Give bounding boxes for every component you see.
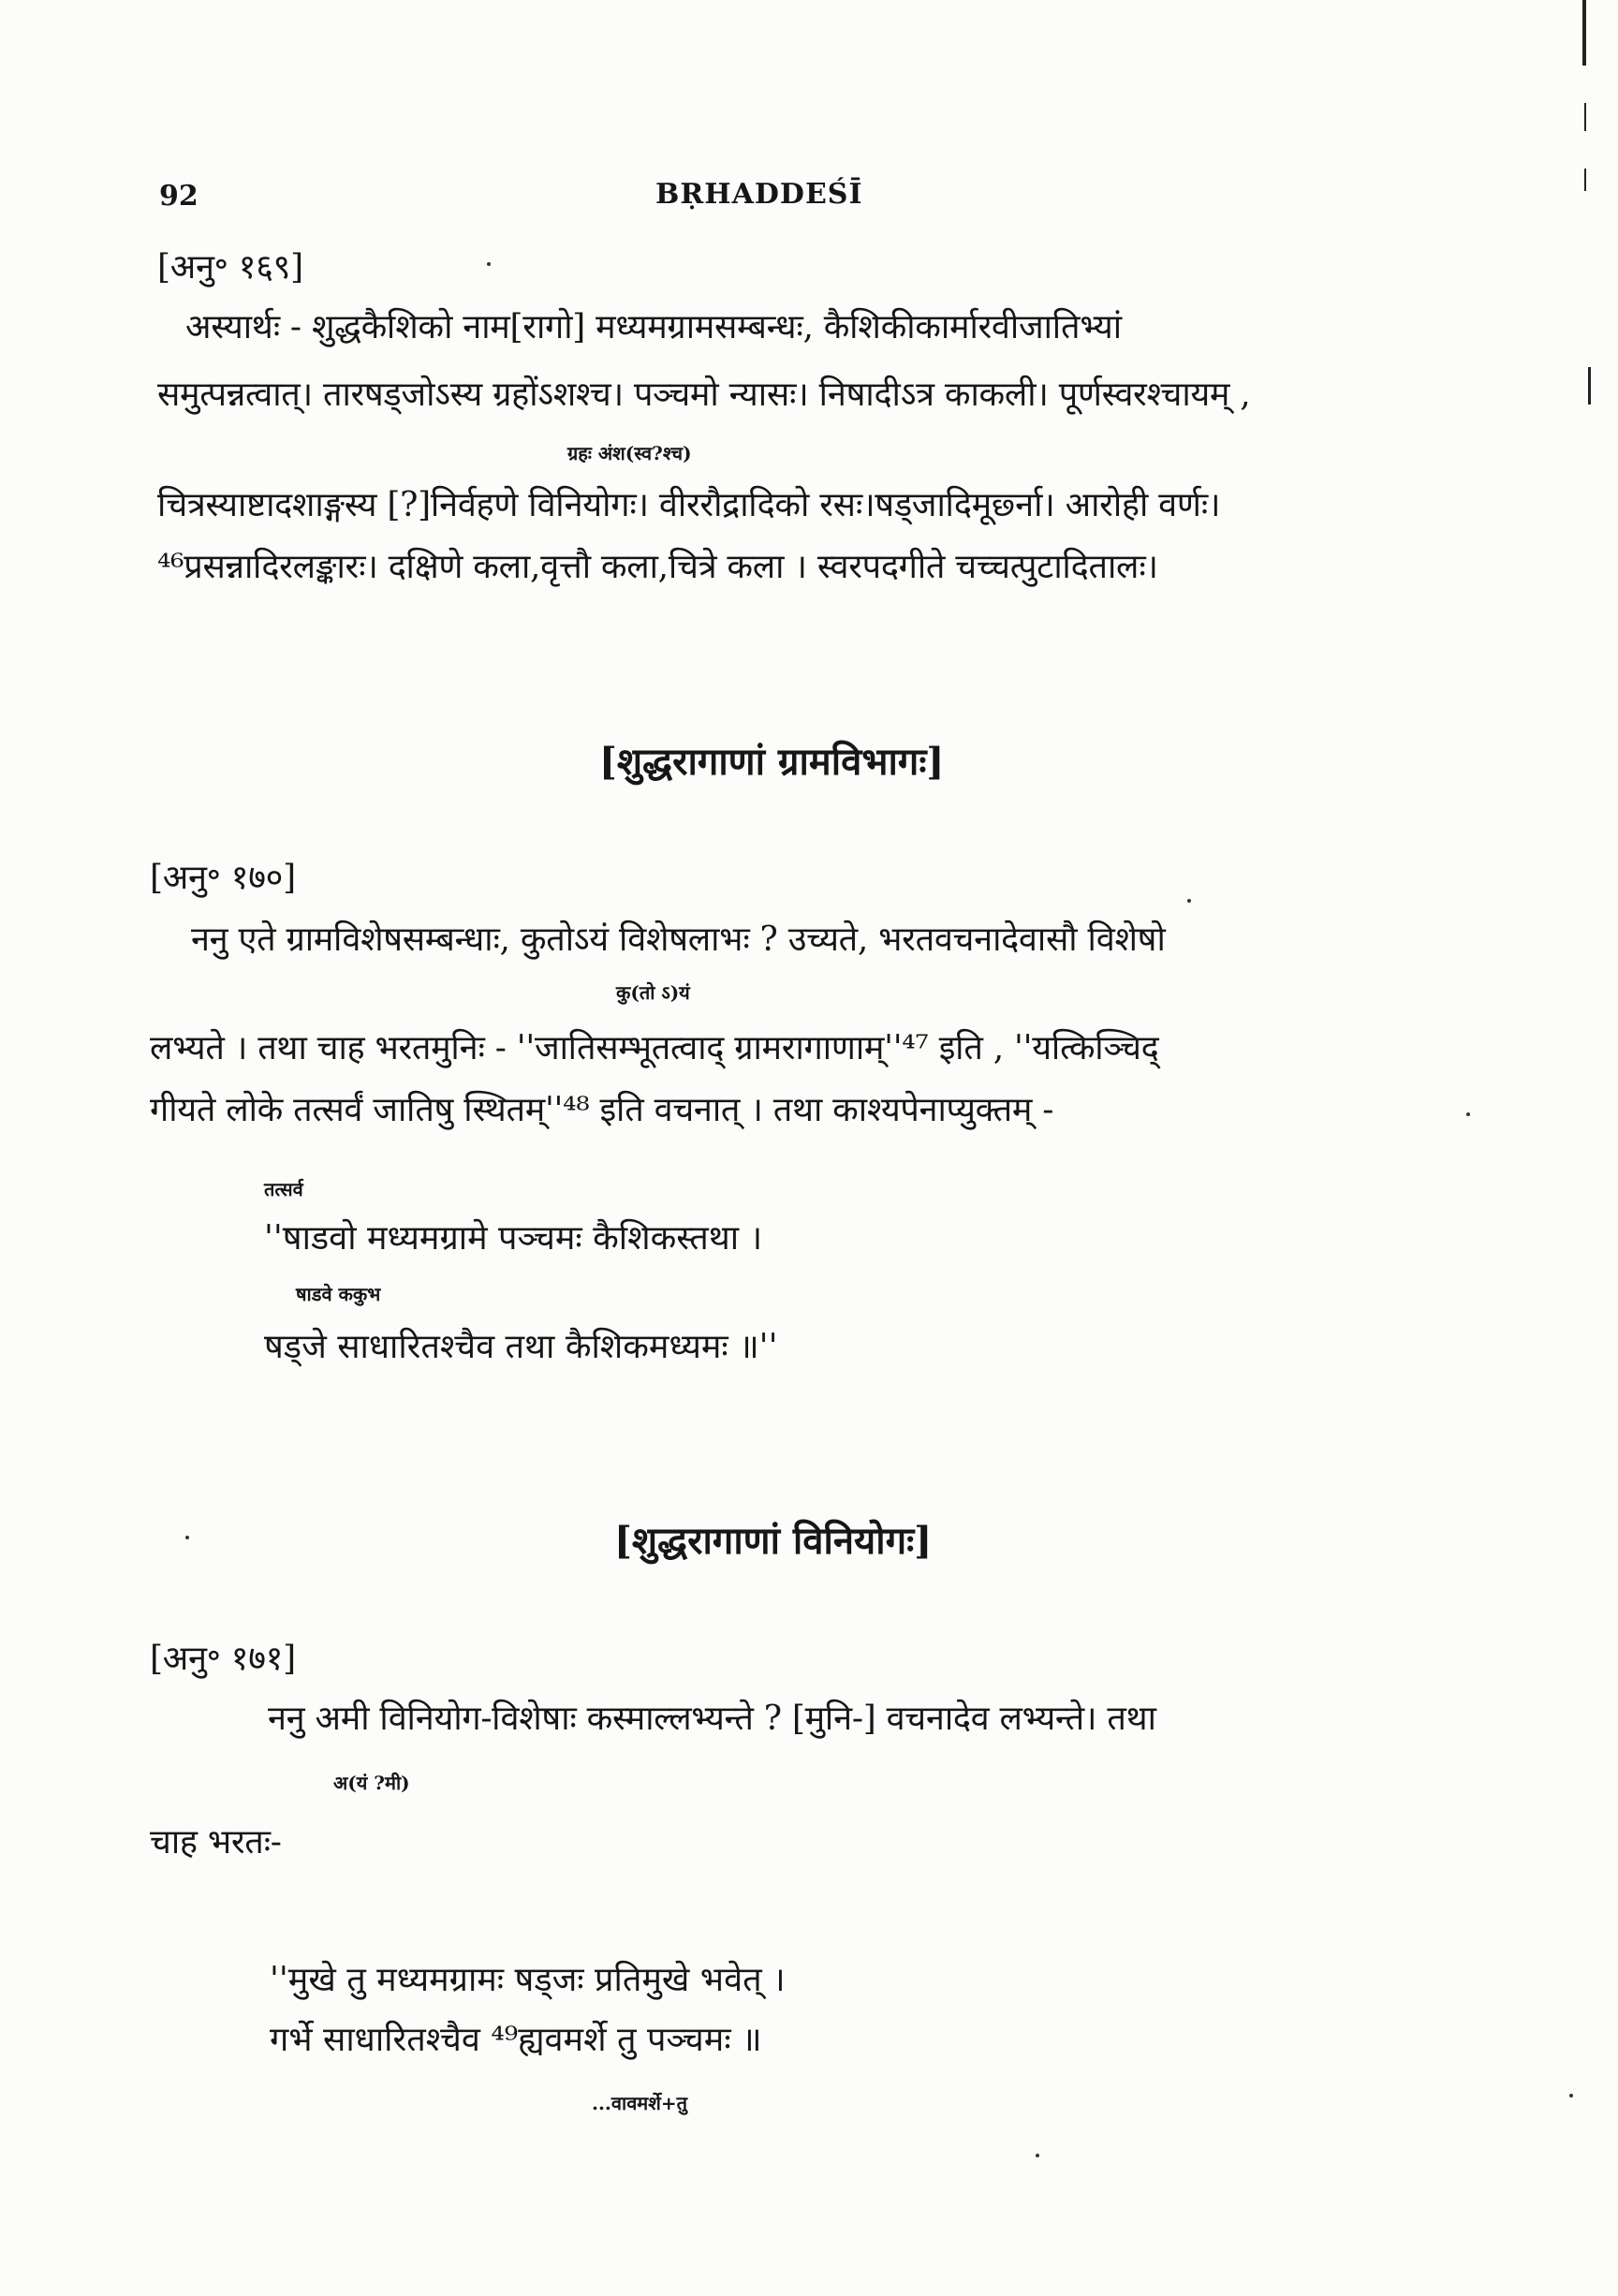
scan-speck [1036, 2154, 1039, 2157]
scan-edge-mark [1584, 103, 1586, 131]
verse-line: गर्भे साधारितश्चैव ⁴⁹ह्यवमर्शे तु पञ्चमः ॥ [270, 2021, 762, 2059]
scan-edge-mark [1584, 169, 1586, 191]
marginal-note: अ(यं ?मी) [333, 1772, 410, 1794]
page-number: 92 [159, 180, 199, 213]
paragraph-line: चित्रस्याष्टादशाङ्गस्य [?]निर्वहणे विनियोगः। वीररौद्रादिको रसः।षड्जादिमूर्छ्ना। आरोही वर्णः। [157, 486, 1221, 524]
section-label-169: [अनु॰ १६९] [157, 248, 303, 287]
running-title: BṚHADDEŚĪ [655, 178, 863, 211]
verse-line: ''षाडवो मध्यमग्रामे पञ्चमः कैशिकस्तथा । [264, 1219, 763, 1258]
scan-speck [1187, 899, 1191, 903]
paragraph-line: ⁴⁶प्रसन्नादिरलङ्कारः। दक्षिणे कला,वृत्तौ कला,चित्रे कला । स्वरपदगीते चच्चत्पुटादितालः। [157, 548, 1158, 586]
section-label-170: [अनु॰ १७०] [150, 859, 296, 897]
scan-speck [1569, 2094, 1573, 2097]
paragraph-line: चाह भरतः- [150, 1823, 282, 1862]
verse-line: ''मुखे तु मध्यमग्रामः षड्जः प्रतिमुखे भवेत् । [270, 1961, 786, 1999]
paragraph-line: ननु अमी विनियोग-विशेषाः कस्माल्लभ्यन्ते ? [मुनि-] वचनादेव लभ्यन्ते। तथा [268, 1700, 1156, 1738]
marginal-note: षाडवे ककुभ [296, 1283, 381, 1305]
paragraph-line: लभ्यते । तथा चाह भरतमुनिः - ''जातिसम्भूतत्वाद् ग्रामरागाणाम्''⁴⁷ इति , ''यत्किञ्चिद् [150, 1029, 1159, 1067]
scan-speck [1466, 1112, 1470, 1116]
scan-edge-mark [1588, 367, 1591, 405]
section-heading: [शुद्धरागाणां विनियोगः] [614, 1519, 933, 1563]
paragraph-line: गीयते लोके तत्सर्वं जातिषु स्थितम्''⁴⁸ इति वचनात् । तथा काश्यपेनाप्युक्तम् - [150, 1091, 1054, 1129]
marginal-note: कु(तो ऽ)यं [616, 981, 690, 1004]
verse-line: षड्जे साधारितश्चैव तथा कैशिकमध्यमः ॥'' [264, 1328, 778, 1366]
paragraph-line: समुत्पन्नत्वात्। तारषड्जोऽस्य ग्रहोंऽशश्च। पञ्चमो न्यासः। निषादीऽत्र काकली। पूर्णस्वरश्चायम् , [157, 375, 1251, 414]
scan-speck [185, 1536, 189, 1539]
scan-edge-mark [1582, 0, 1586, 66]
marginal-note: तत्सर्व [264, 1178, 303, 1200]
section-heading: [शुद्धरागाणां ग्रामविभागः] [599, 740, 945, 784]
scan-speck [487, 262, 491, 266]
marginal-note: ग्रहः अंश(स्व?श्च) [567, 442, 692, 464]
paragraph-line: ननु एते ग्रामविशेषसम्बन्धाः, कुतोऽयं विशेषलाभः ? उच्यते, भरतवचनादेवासौ विशेषो [191, 920, 1166, 959]
section-label-171: [अनु॰ १७१] [150, 1640, 296, 1678]
marginal-note: ...वावमर्शे+तु [592, 2092, 688, 2114]
paragraph-line: अस्यार्थः - शुद्धकैशिको नाम[रागो] मध्यमग्रामसम्बन्धः, कैशिकीकार्मारवीजातिभ्यां [185, 308, 1122, 346]
